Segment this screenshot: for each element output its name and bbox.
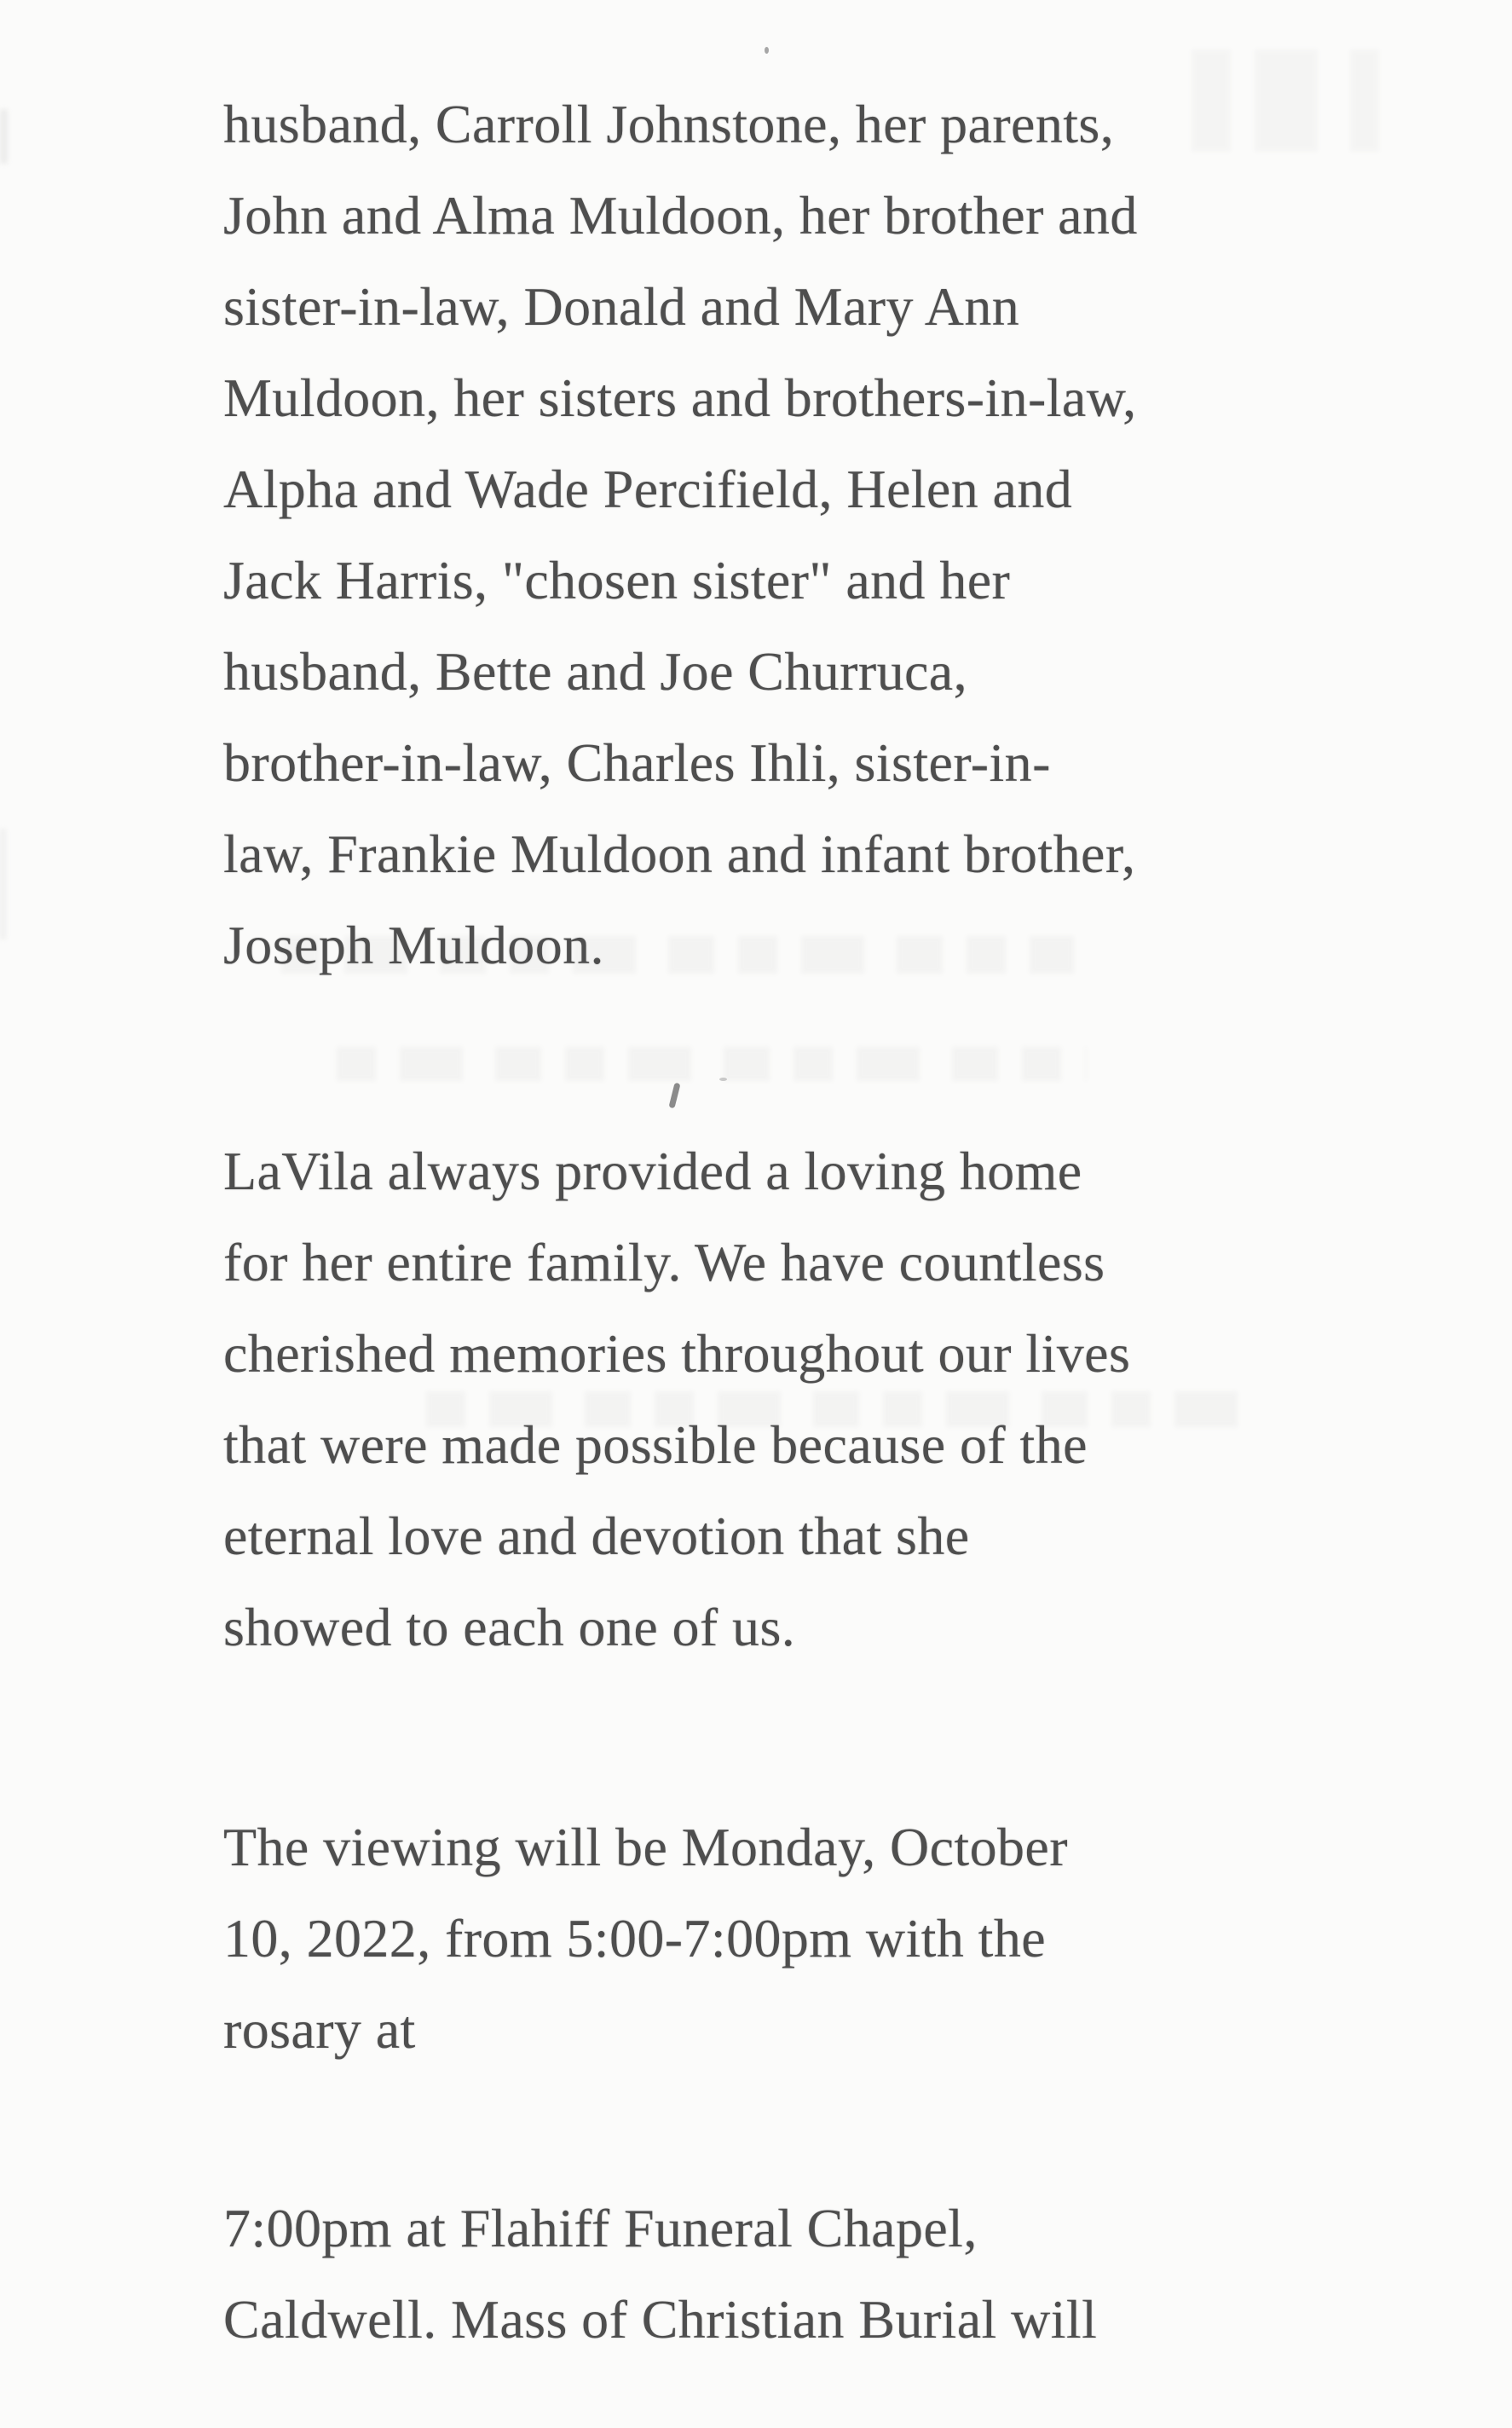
text-line: Jack Harris, "chosen sister" and her — [223, 550, 1011, 610]
text-line: eternal love and devotion that she — [223, 1506, 970, 1566]
scan-edge-smudge — [0, 109, 8, 164]
text-line: sister-in-law, Donald and Mary Ann — [223, 276, 1020, 337]
text-line: husband, Carroll Johnstone, her parents, — [223, 94, 1115, 154]
text-line: showed to each one of us. — [223, 1597, 796, 1657]
text-line: The viewing will be Monday, October — [223, 1817, 1068, 1877]
text-line: John and Alma Muldoon, her brother and — [223, 185, 1138, 246]
text-line: Joseph Muldoon. — [223, 915, 604, 975]
text-line: rosary at — [223, 1999, 416, 2060]
text-line: 10, 2022, from 5:00-7:00pm with the — [223, 1908, 1047, 1968]
text-line: LaVila always provided a loving home — [223, 1141, 1082, 1201]
scan-speck — [765, 47, 769, 54]
paragraph-tribute — [223, 1125, 1331, 1673]
paragraph-survivors — [223, 78, 1331, 991]
paragraph-services — [223, 2182, 1331, 2365]
paragraph-viewing — [223, 1801, 1331, 2075]
text-line: Caldwell. Mass of Christian Burial will — [223, 2289, 1098, 2350]
text-line: for her entire family. We have countless — [223, 1232, 1105, 1292]
text-line: law, Frankie Muldoon and infant brother, — [223, 824, 1136, 884]
obituary-text-column — [223, 78, 1331, 2365]
scan-edge-smudge — [0, 829, 6, 939]
text-line: Muldoon, her sisters and brothers-in-law, — [223, 367, 1137, 428]
text-line: cherished memories throughout our lives — [223, 1323, 1131, 1384]
text-line: Alpha and Wade Percifield, Helen and — [223, 459, 1073, 519]
text-line: brother-in-law, Charles Ihli, sister-in- — [223, 732, 1051, 793]
text-line: 7:00pm at Flahiff Funeral Chapel, — [223, 2198, 978, 2258]
text-line: husband, Bette and Joe Churruca, — [223, 641, 968, 702]
text-line: that were made possible because of the — [223, 1414, 1088, 1475]
